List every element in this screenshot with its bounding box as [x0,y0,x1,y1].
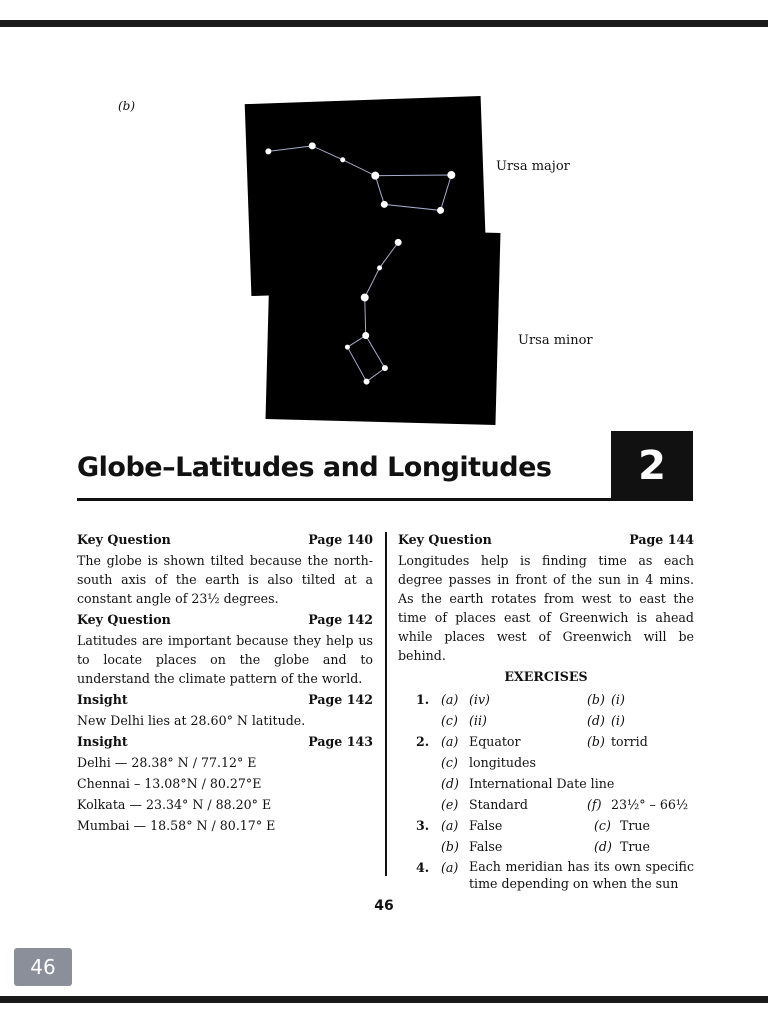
option-marker: (d) [594,839,612,854]
answer: Equator [469,734,521,749]
exercise-row [398,774,694,795]
exercise-row [398,711,694,732]
answer: Each meridian has its own specific time depending on when the sun [469,859,694,891]
option-marker: (b) [587,734,605,749]
option-marker: (e) [441,797,459,812]
answer: longitudes [469,755,536,770]
key-question-text: The globe is shown tilted because the north-south axis of the earth is also tilted at a constant angle of 23½ degrees. [77,553,373,606]
option-marker: (c) [441,713,458,728]
option-marker: (f) [587,797,602,812]
heading-label: Key Question [398,532,492,547]
answer: True [620,839,650,854]
title-rule [77,498,693,501]
key-question-heading [77,610,373,629]
heading-page: Page 144 [629,532,694,547]
option-marker: (b) [441,839,459,854]
answer: (ii) [469,713,487,728]
right-column [398,528,694,894]
answer: 23½° – 66½ [611,797,689,812]
heading-label: Insight [77,734,128,749]
bottom-border-bar [0,996,768,1003]
coordinate-line: Kolkata — 23.34° N / 88.20° E [77,797,272,812]
chapter-number-box [611,431,693,501]
option-marker: (c) [594,818,611,833]
heading-label: Key Question [77,612,171,627]
coordinate-line: Chennai – 13.08°N / 80.27°E [77,776,262,791]
answer: True [620,818,650,833]
answer: False [469,818,503,833]
heading-page: Page 140 [308,532,373,547]
column-divider [385,532,387,876]
exercises-title: EXERCISES [504,669,588,684]
heading-page: Page 143 [308,734,373,749]
exercise-row [398,816,694,837]
answer: (iv) [469,692,490,707]
insight-heading [77,732,373,751]
answer: torrid [611,734,648,749]
insight-text: New Delhi lies at 28.60° N latitude. [77,713,306,728]
answer: False [469,839,503,854]
coordinate-line: Delhi — 28.38° N / 77.12° E [77,755,257,770]
heading-page: Page 142 [308,612,373,627]
ursa-minor-image [266,227,501,425]
ursa-major-label: Ursa major [496,159,570,174]
option-marker: (a) [441,818,459,833]
insight-heading [77,690,373,709]
chapter-title: Globe–Latitudes and Longitudes [77,452,552,483]
exercise-row [398,690,694,711]
heading-page: Page 142 [308,692,373,707]
coordinate-line: Mumbai — 18.58° N / 80.17° E [77,818,276,833]
option-marker: (c) [441,755,458,770]
key-question-text: Longitudes help is finding time as each degree passes in front of the sun in 4 mins. As the earth rotates from west to east the time of places east of Greenwich is ahead while places west of Greenwich will be behind. [398,553,694,663]
key-question-heading [398,530,694,549]
exercise-row [398,837,694,858]
option-marker: (a) [441,860,459,875]
key-question-heading [77,530,373,549]
page-number: 46 [374,898,394,914]
figure-label: (b) [118,99,136,113]
left-column [77,528,373,837]
exercise-row [398,753,694,774]
ursa-minor-label: Ursa minor [518,333,593,348]
heading-label: Key Question [77,532,171,547]
option-marker: (d) [441,776,459,791]
option-marker: (a) [441,692,459,707]
chapter-number: 2 [638,443,666,489]
question-number: 3. [416,818,430,833]
question-number: 1. [416,692,430,707]
answer: (i) [611,692,625,707]
page-badge[interactable]: 46 [14,948,72,986]
question-number: 2. [416,734,430,749]
top-border-bar [0,20,768,27]
option-marker: (b) [587,692,605,707]
question-number: 4. [416,860,430,875]
exercise-row [398,858,694,894]
key-question-text: Latitudes are important because they help us to locate places on the globe and to understand the climate pattern of the world. [77,633,373,686]
option-marker: (d) [587,713,605,728]
answer: (i) [611,713,625,728]
answer: International Date line [469,776,615,791]
exercise-row [398,732,694,753]
exercise-row [398,795,694,816]
heading-label: Insight [77,692,128,707]
answer: Standard [469,797,528,812]
option-marker: (a) [441,734,459,749]
